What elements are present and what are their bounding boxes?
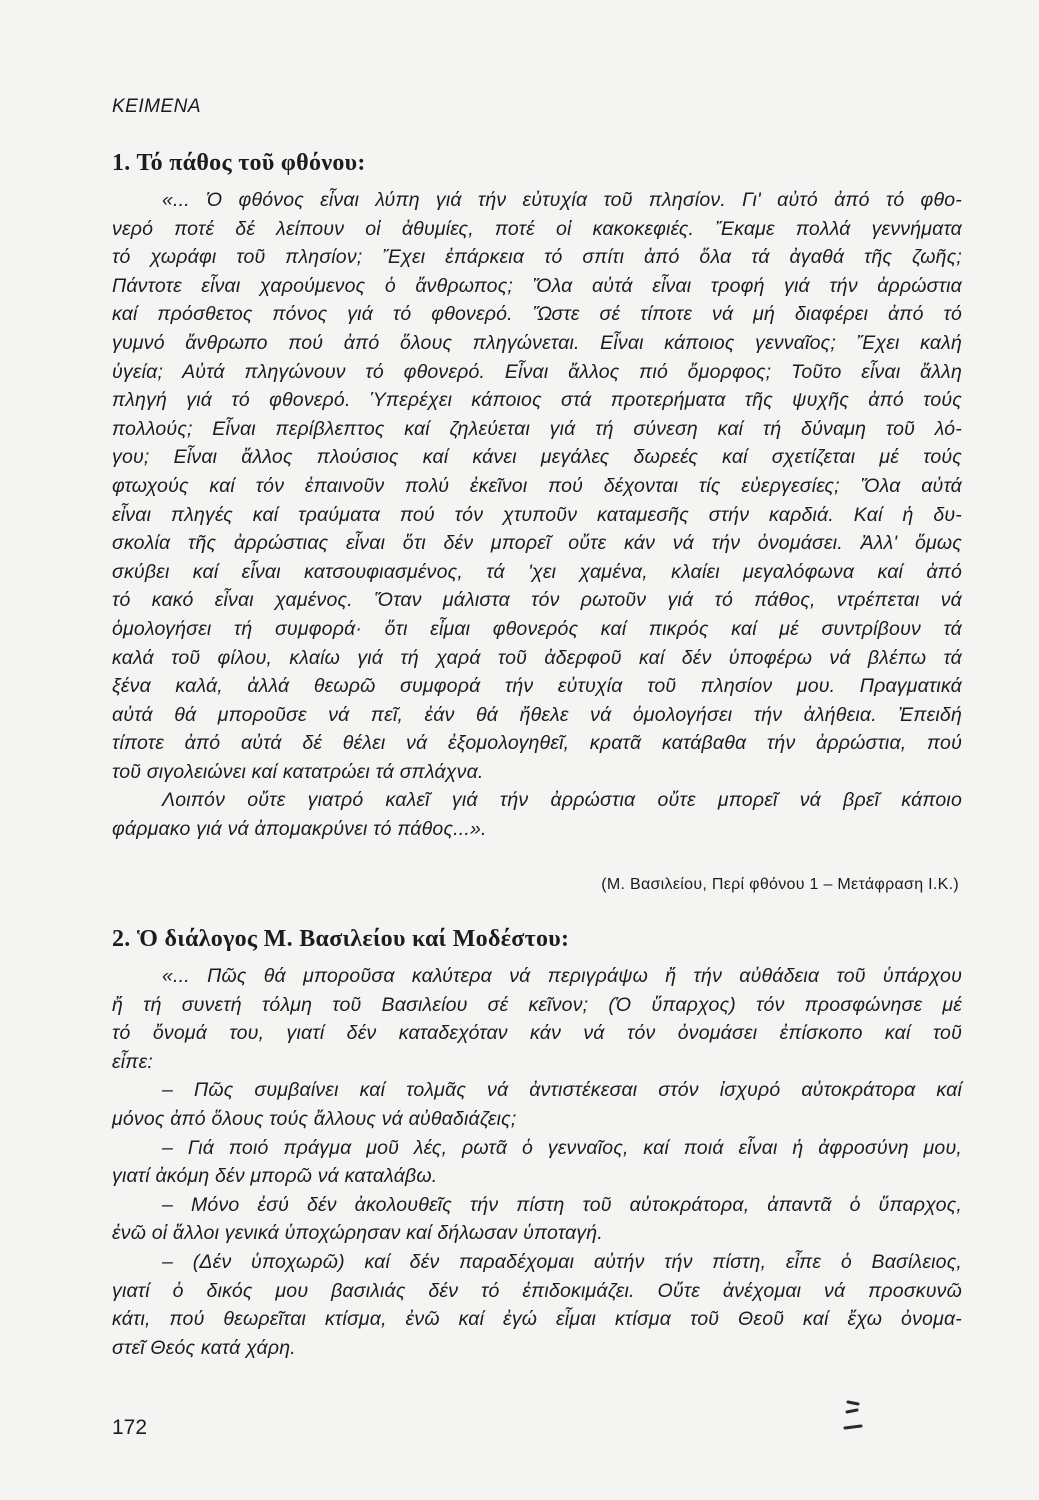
text-line: γυμνό ἄνθρωπο πού ἀπό ὅλους πληγώνεται. Εἶναι κάποιος γενναῖος; Ἔχει καλή bbox=[112, 331, 962, 354]
section-1-text bbox=[112, 186, 962, 844]
source-citation: (Μ. Βασιλείου, Περί φθόνου 1 – Μετάφραση Ι.Κ.) bbox=[601, 876, 959, 893]
text-line: γιατί ὁ δικός μου βασιλιάς δέν τό ἐπιδοκιμάζει. Οὔτε ἀνέχομαι νά προσκυνῶ bbox=[112, 1279, 962, 1302]
text-line: τό ὄνομά του, γιατί δέν καταδεχόταν κάν νά τόν ὀνομάσει ἐπίσκοπο καί τοῦ bbox=[112, 1022, 962, 1045]
text-line: – Γιά ποιό πράγμα μοῦ λές, ρωτᾶ ὁ γενναῖος, καί ποιά εἶναι ἡ ἀφροσύνη μου, bbox=[162, 1136, 962, 1159]
ink-mark-icon bbox=[842, 1398, 864, 1432]
text-line: τοῦ σιγολειώνει καί κατατρώει τά σπλάχνα. bbox=[112, 760, 484, 783]
section-2-text bbox=[112, 962, 962, 1362]
text-line: Λοιπόν οὔτε γιατρό καλεῖ γιά τήν ἀρρώστια οὔτε μπορεῖ νά βρεῖ κάποιο bbox=[162, 789, 962, 812]
section-2-heading: 2. Ὁ διάλογος Μ. Βασιλείου καί Μοδέστου: bbox=[112, 926, 570, 952]
text-line: ἐνῶ οἱ ἄλλοι γενικά ὑποχώρησαν καί δήλωσαν ὑποταγή. bbox=[112, 1222, 603, 1245]
text-line: τίποτε ἀπό αὐτά δέ θέλει νά ἐξομολογηθεῖ, κρατᾶ κατάβαθα τήν ἀρρώστια, πού bbox=[112, 732, 962, 755]
section-1-heading: 1. Τό πάθος τοῦ φθόνου: bbox=[112, 150, 366, 176]
text-line: νερό ποτέ δέ λείπουν οἱ ἀθυμίες, ποτέ οἱ κακοκεφιές. Ἔκαμε πολλά γεννήματα bbox=[112, 217, 962, 240]
text-line: τό χωράφι τοῦ πλησίον; Ἔχει ἐπάρκεια τό σπίτι ἀπό ὅλα τά ἀγαθά τῆς ζωῆς; bbox=[112, 246, 962, 269]
running-head: ΚΕΙΜΕΝΑ bbox=[112, 96, 202, 117]
text-line: σκύβει καί εἶναι κατσουφιασμένος, τά 'χει χαμένα, κλαίει μεγαλόφωνα καί ἀπό bbox=[112, 560, 962, 583]
text-line: καλά τοῦ φίλου, κλαίω γιά τή χαρά τοῦ ἀδερφοῦ καί δέν ὑποφέρω νά βλέπω τά bbox=[112, 646, 962, 669]
text-line: ὁμολογήσει τή συμφορά· ὅτι εἶμαι φθονερός καί πικρός καί μέ συντρίβουν τά bbox=[112, 617, 962, 640]
text-line: κάτι, πού θεωρεῖται κτίσμα, ἐνῶ καί ἐγώ εἶμαι κτίσμα τοῦ Θεοῦ καί ἔχω ὀνομα- bbox=[112, 1308, 962, 1331]
text-line: ἤ τή συνετή τόλμη τοῦ Βασιλείου σέ κεῖνον; (Ὁ ὕπαρχος) τόν προσφώνησε μέ bbox=[112, 993, 962, 1016]
text-line: τό κακό εἶναι χαμένος. Ὅταν μάλιστα τόν ρωτοῦν γιά τό πάθος, ντρέπεται νά bbox=[112, 589, 962, 612]
page-number: 172 bbox=[112, 1416, 148, 1439]
text-line: – Πῶς συμβαίνει καί τολμᾶς νά ἀντιστέκεσαι στόν ἰσχυρό αὐτοκράτορα καί bbox=[162, 1079, 962, 1102]
text-line: πληγή γιά τό φθονερό. Ὑπερέχει κάποιος στά προτερήματα τῆς ψυχῆς ἀπό τούς bbox=[112, 389, 962, 412]
text-line: «... Πῶς θά μποροῦσα καλύτερα νά περιγράψω ἤ τήν αὐθάδεια τοῦ ὑπάρχου bbox=[162, 965, 962, 987]
text-line: στεῖ Θεός κατά χάρη. bbox=[112, 1336, 296, 1359]
text-line: φτωχούς καί τόν ἐπαινοῦν πολύ ἐκεῖνοι πού δέχονται τίς εὐεργεσίες; Ὅλα αὐτά bbox=[112, 474, 962, 497]
text-line: εἶναι πληγές καί τραύματα πού τόν χτυποῦν καταμεσῆς στήν καρδιά. Καί ἡ δυ- bbox=[112, 503, 962, 526]
text-line: Πάντοτε εἶναι χαρούμενος ὁ ἄνθρωπος; Ὅλα αὐτά εἶναι τροφή γιά τήν ἀρρώστια bbox=[112, 274, 962, 297]
text-line: – (Δέν ὑποχωρῶ) καί δέν παραδέχομαι αὐτήν τήν πίστη, εἶπε ὁ Βασίλειος, bbox=[162, 1250, 962, 1273]
text-line: πολλούς; Εἶναι περίβλεπτος καί ζηλεύεται γιά τή σύνεση καί τή δύναμη τοῦ λό- bbox=[112, 417, 962, 440]
text-line: ὑγεία; Αὐτά πληγώνουν τό φθονερό. Εἶναι ἄλλος πιό ὄμορφος; Τοῦτο εἶναι ἄλλη bbox=[112, 360, 962, 383]
text-line: μόνος ἀπό ὅλους τούς ἄλλους νά αὐθαδιάζεις; bbox=[112, 1107, 517, 1130]
text-line: αὐτά θά μποροῦσε νά πεῖ, ἐάν θά ἤθελε νά ὁμολογήσει τήν ἀλήθεια. Ἐπειδή bbox=[112, 703, 962, 726]
text-line: σκολία τῆς ἀρρώστιας εἶναι ὅτι δέν μπορεῖ οὔτε κάν νά τήν ὀνομάσει. Ἀλλ' ὅμως bbox=[112, 532, 962, 555]
text-line: γου; Εἶναι ἄλλος πλούσιος καί κάνει μεγάλες δωρεές καί σχετίζεται μέ τούς bbox=[112, 446, 962, 469]
text-line: ξένα καλά, ἀλλά θεωρῶ συμφορά τήν εὐτυχία τοῦ πλησίον μου. Πραγματικά bbox=[112, 675, 962, 698]
text-line: γιατί ἀκόμη δέν μπορῶ νά καταλάβω. bbox=[112, 1165, 438, 1188]
text-line: φάρμακο γιά νά ἀπομακρύνει τό πάθος...». bbox=[112, 818, 487, 841]
text-line: «... Ὁ φθόνος εἶναι λύπη γιά τήν εὐτυχία τοῦ πλησίον. Γι' αὐτό ἀπό τό φθο- bbox=[162, 189, 962, 211]
text-line: εἶπε: bbox=[112, 1050, 153, 1073]
text-line: καί πρόσθετος πόνος γιά τό φθονερό. Ὥστε σέ τίποτε νά μή διαφέρει ἀπό τό bbox=[112, 303, 962, 326]
text-line: – Μόνο ἐσύ δέν ἀκολουθεῖς τήν πίστη τοῦ αὐτοκράτορα, ἀπαντᾶ ὁ ὕπαρχος, bbox=[162, 1193, 962, 1216]
